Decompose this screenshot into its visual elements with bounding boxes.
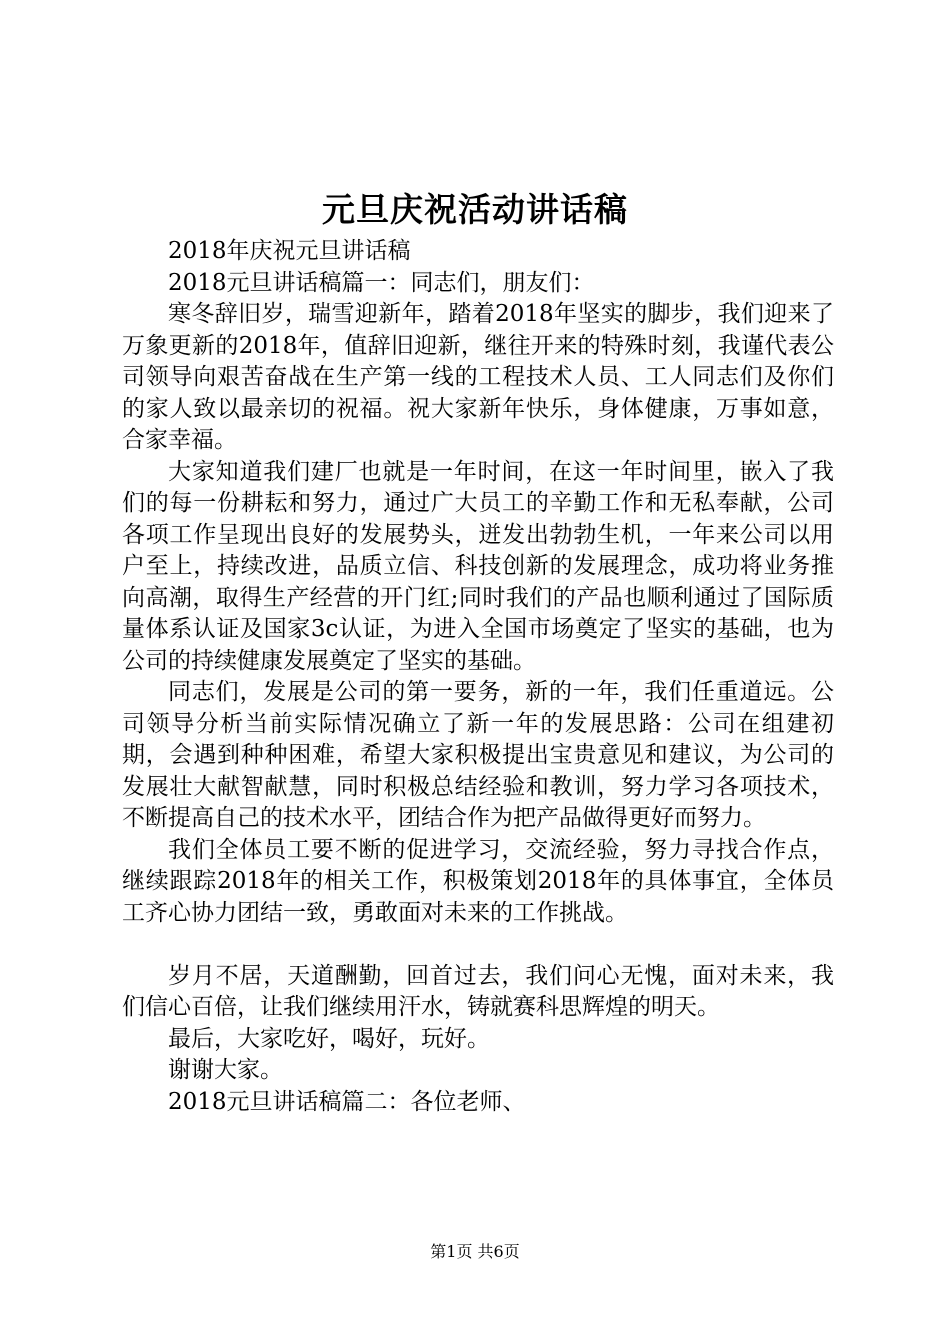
paragraph-enjoy: 最后，大家吃好，喝好，玩好。	[168, 1025, 490, 1052]
paragraph-development-ideas: 同志们，发展是公司的第一要务，新的一年，我们任重道远。公司领导分析当前实际情况确立了新一年的发展思路：公司在组建初期，会遇到种种困难，希望大家积极提出宝贵意见和建议，为公司的发展壮大献智献慧，同时积极总结经验和教训，努力学习各项技术，不断提高自己的技术水平，团结合作为把产品做得更好而努力。	[122, 679, 834, 831]
paragraph-thanks: 谢谢大家。	[168, 1057, 283, 1083]
document-title: 元旦庆祝活动讲话稿	[322, 190, 628, 229]
paragraph-speech-two-heading: 2018元旦讲话稿篇二：各位老师、	[168, 1088, 526, 1115]
paragraph-subtitle: 2018年庆祝元旦讲话稿	[168, 238, 411, 264]
page-footer: 第1页 共6页	[430, 1242, 520, 1261]
paragraph-new-year-greeting: 寒冬辞旧岁，瑞雪迎新年，踏着2018年坚实的脚步，我们迎来了万象更新的2018年，值辞旧迎新，继往开来的特殊时刻，我谨代表公司领导向艰苦奋战在生产第一线的工程技术人员、工人同志们及你们的家人致以最亲切的祝福。祝大家新年快乐，身体健康，万事如意，合家幸福。	[122, 301, 834, 453]
paragraph-speech-one-heading: 2018元旦讲话稿篇一：同志们，朋友们：	[168, 269, 595, 296]
paragraph-staff-learning: 我们全体员工要不断的促进学习，交流经验，努力寻找合作点，继续跟踪2018年的相关工作，积极策划2018年的具体事宜，全体员工齐心协力团结一致，勇敢面对未来的工作挑战。	[122, 836, 834, 926]
paragraph-company-achievements: 大家知道我们建厂也就是一年时间，在这一年时间里，嵌入了我们的每一份耕耘和努力，通过广大员工的辛勤工作和无私奉献，公司各项工作呈现出良好的发展势头，迸发出勃勃生机，一年来公司以用户至上，持续改进，品质立信、科技创新的发展理念，成功将业务推向高潮，取得生产经营的开门红;同时我们的产品也顺利通过了国际质量体系认证及国家3c认证，为进入全国市场奠定了坚实的基础，也为公司的持续健康发展奠定了坚实的基础。	[122, 458, 834, 674]
document-body	[122, 236, 834, 1118]
paragraph-looking-forward: 岁月不居，天道酬勤，回首过去，我们问心无愧，面对未来，我们信心百倍，让我们继续用汗水，铸就赛科思辉煌的明天。	[122, 962, 834, 1020]
